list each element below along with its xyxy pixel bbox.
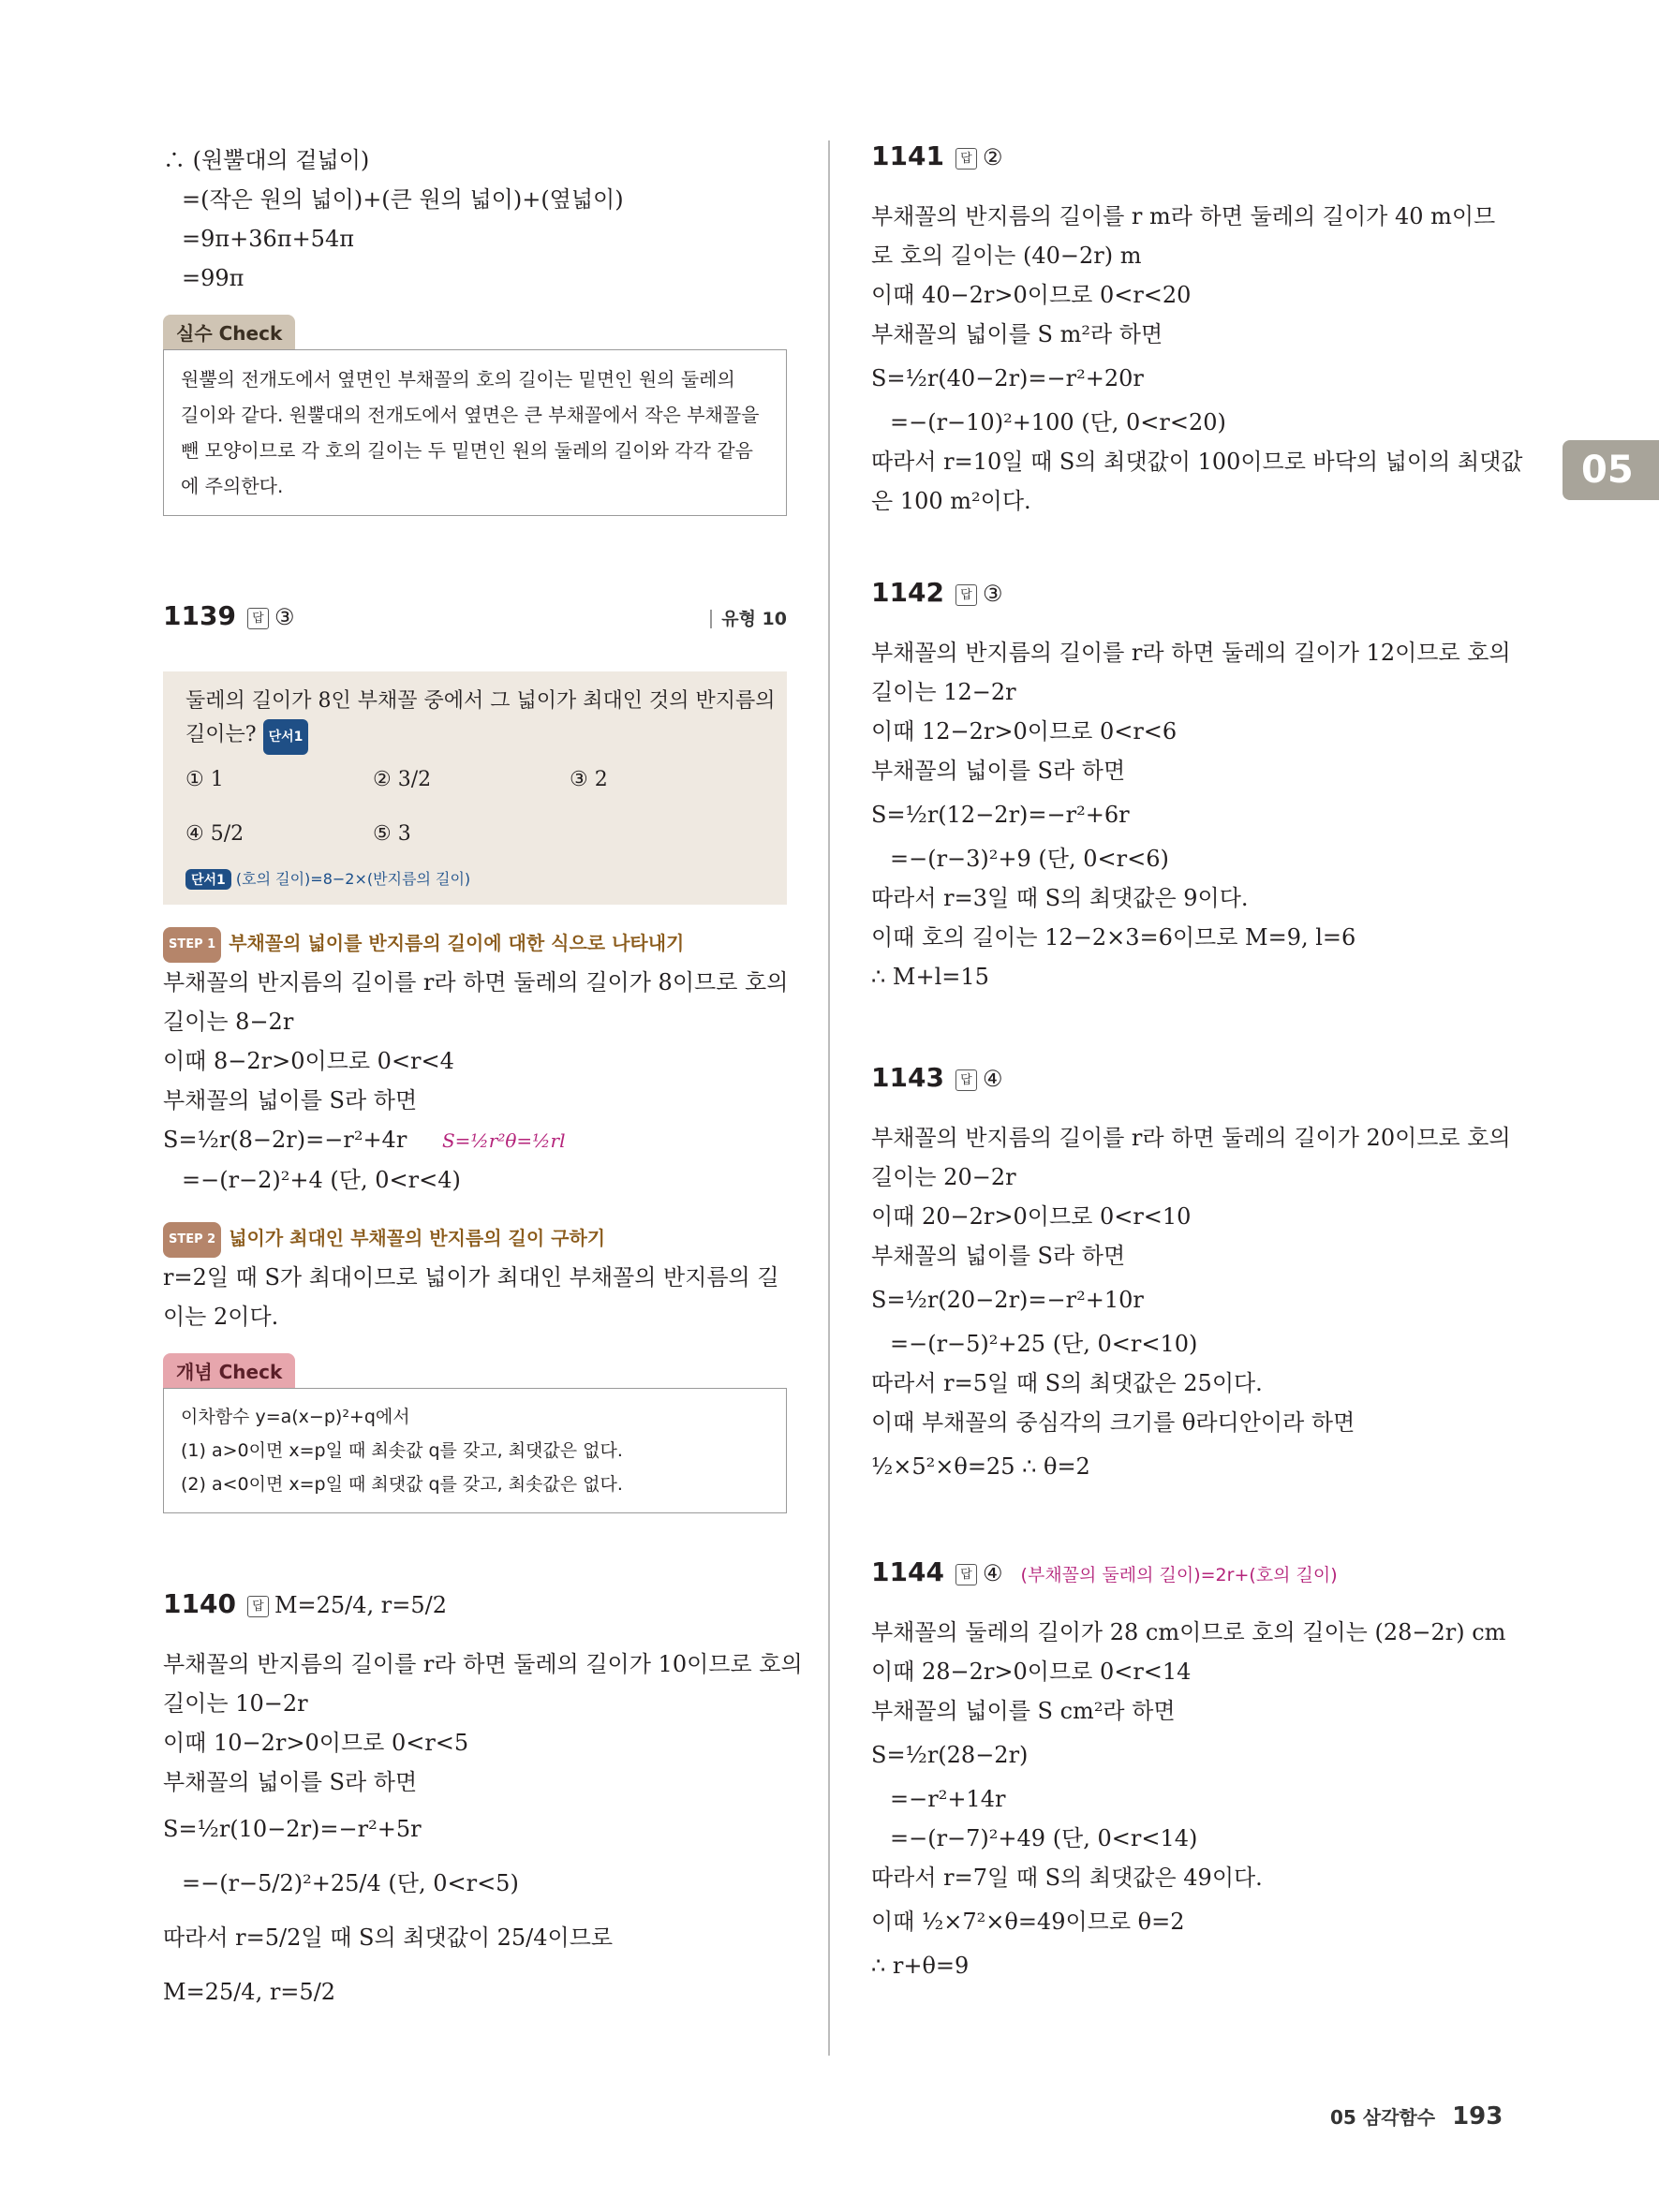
text-line: =9π+36π+54π: [182, 226, 354, 252]
problem-header-1141: [871, 140, 1495, 197]
text-line: 따라서 r=10일 때 S의 최댓값이 100이므로 바닥의 넓이의 최댓값: [871, 449, 1523, 475]
text-line: 길이는 8−2r: [163, 1009, 294, 1035]
text-line: 길이는 10−2r: [163, 1690, 308, 1717]
choice: ① 1: [185, 768, 224, 791]
text-line: 원뿔의 전개도에서 옆면인 부채꼴의 호의 길이는 밑면인 원의 둘레의: [181, 368, 735, 391]
text-line: 부채꼴의 넓이를 S라 하면: [163, 1769, 418, 1795]
answer-value: ②: [982, 144, 1003, 170]
text-line: (1) a>0이면 x=p일 때 최솟값 q를 갖고, 최댓값은 없다.: [181, 1440, 623, 1461]
text-line: M=25/4, r=5/2: [163, 1979, 336, 2005]
text-line: ∴ M+l=15: [871, 964, 989, 990]
text-line: 부채꼴의 반지름의 길이를 r라 하면 둘레의 길이가 12이므로 호의: [871, 640, 1511, 666]
text-line: 따라서 r=5/2일 때 S의 최댓값이 25/4이므로: [163, 1924, 614, 1951]
hint-badge: 단서1: [185, 869, 231, 890]
silsu-check-tab: 실수 Check: [163, 315, 295, 349]
step-title: 넓이가 최대인 부채꼴의 반지름의 길이 구하기: [229, 1227, 606, 1249]
text-line: 부채꼴의 반지름의 길이를 r m라 하면 둘레의 길이가 40 m이므: [871, 203, 1496, 229]
answer-value: ③: [982, 581, 1003, 607]
answer-value: ③: [274, 604, 295, 630]
text-line: 따라서 r=5일 때 S의 최댓값은 25이다.: [871, 1370, 1263, 1396]
text-line: 이때 28−2r>0이므로 0<r<14: [871, 1659, 1192, 1685]
text-line: =−(r−10)²+100 (단, 0<r<20): [890, 409, 1226, 435]
answer-icon: 답: [247, 608, 269, 629]
text-line: 이는 2이다.: [163, 1304, 279, 1330]
text-line: 부채꼴의 넓이를 S라 하면: [871, 1243, 1126, 1269]
problem-text: 둘레의 길이가 8인 부채꼴 중에서 그 넓이가 최대인 것의 반지름의: [185, 689, 776, 713]
concept-check-body: [163, 1388, 787, 1513]
text-line: ∴ r+θ=9: [871, 1953, 970, 1979]
page-number: 193: [1452, 2102, 1503, 2131]
answer-icon: 답: [955, 584, 977, 606]
problem-number: 1139: [163, 600, 236, 631]
text-line: 뺀 모양이므로 각 호의 길이는 두 밑면인 원의 둘레의 길이와 각각 같음: [181, 439, 753, 462]
right-column: [871, 140, 1523, 1985]
text-line: S=½r(12−2r)=−r²+6r: [871, 802, 1130, 828]
problem-header-1139: [163, 600, 787, 656]
text-line: 부채꼴의 둘레의 길이가 28 cm이므로 호의 길이는 (28−2r) cm: [871, 1619, 1506, 1645]
answer-icon: 답: [247, 1596, 269, 1617]
problem-number: 1142: [871, 577, 944, 608]
choice: ③ 2: [570, 768, 608, 791]
step-badge: STEP 2: [163, 1222, 221, 1258]
problem-text: [185, 718, 764, 755]
problem-box: [163, 671, 787, 905]
text-line: =−(r−2)²+4 (단, 0<r<4): [182, 1167, 461, 1193]
answer-icon: 답: [955, 148, 977, 170]
text-line: =−(r−5)²+25 (단, 0<r<10): [890, 1331, 1198, 1357]
text-line: 은 100 m²이다.: [871, 488, 1031, 514]
text-line: 부채꼴의 반지름의 길이를 r라 하면 둘레의 길이가 8이므로 호의: [163, 969, 789, 995]
text-line: ½×5²×θ=25 ∴ θ=2: [871, 1453, 1090, 1480]
step-heading: [163, 927, 787, 963]
problem-number: 1140: [163, 1588, 236, 1619]
silsu-check-box: [163, 315, 787, 516]
text-line: 따라서 r=7일 때 S의 최댓값은 49이다.: [871, 1865, 1263, 1891]
hint-line: [185, 867, 764, 890]
column-divider: [828, 140, 830, 2056]
text-line: ∴ (원뿔대의 겉넓이): [163, 147, 370, 173]
text-line: 길이는 20−2r: [871, 1164, 1016, 1190]
problem-number: 1143: [871, 1062, 944, 1093]
text-line: 부채꼴의 반지름의 길이를 r라 하면 둘레의 길이가 20이므로 호의: [871, 1125, 1511, 1151]
text-line: 부채꼴의 반지름의 길이를 r라 하면 둘레의 길이가 10이므로 호의: [163, 1651, 803, 1677]
text-line: 따라서 r=3일 때 S의 최댓값은 9이다.: [871, 885, 1249, 911]
answer-icon: 답: [955, 1564, 977, 1585]
text-line: =99π: [182, 265, 244, 291]
text-line: 이때 ½×7²×θ=49이므로 θ=2: [871, 1909, 1185, 1935]
text-line: S=½r(20−2r)=−r²+10r: [871, 1287, 1144, 1313]
concept-check-box: [163, 1353, 787, 1513]
text-line: S=½r(40−2r)=−r²+20r: [871, 365, 1144, 391]
formula-note: (부채꼴의 둘레의 길이)=2r+(호의 길이): [1020, 1565, 1338, 1585]
choice: ② 3/2: [373, 768, 432, 791]
text-line: 이때 부채꼴의 중심각의 크기를 θ라디안이라 하면: [871, 1409, 1355, 1436]
text-line: 이때 8−2r>0이므로 0<r<4: [163, 1048, 454, 1074]
text-line: 이때 40−2r>0이므로 0<r<20: [871, 282, 1192, 308]
problem-header-1144: [871, 1556, 1495, 1613]
text-line: =−(r−5/2)²+25/4 (단, 0<r<5): [182, 1870, 519, 1896]
problem-header-1143: [871, 1062, 1495, 1118]
text-line: 이때 12−2r>0이므로 0<r<6: [871, 718, 1178, 745]
problem-header-1142: [871, 577, 1495, 633]
text-line: 이때 20−2r>0이므로 0<r<10: [871, 1203, 1192, 1230]
silsu-check-body: [163, 349, 787, 516]
choices-row: [185, 809, 764, 863]
page-footer: [1330, 2102, 1503, 2131]
answer-value: ④: [982, 1560, 1003, 1586]
problem-number: 1141: [871, 140, 944, 171]
type-label: 유형 10: [710, 610, 787, 628]
step-title: 부채꼴의 넓이를 반지름의 길이에 대한 식으로 나타내기: [229, 932, 685, 954]
text-line: 이때 호의 길이는 12−2×3=6이므로 M=9, l=6: [871, 924, 1356, 951]
formula: S=½r(8−2r)=−r²+4r: [163, 1127, 407, 1153]
concept-check-tab: 개념 Check: [163, 1353, 295, 1388]
text-line: S=½r(10−2r)=−r²+5r: [163, 1816, 422, 1842]
step-badge: STEP 1: [163, 927, 221, 963]
text-line: S=½r(28−2r): [871, 1742, 1029, 1768]
text-line: 이때 10−2r>0이므로 0<r<5: [163, 1730, 469, 1756]
choices-row: [185, 755, 764, 809]
choice: ④ 5/2: [185, 822, 244, 846]
text-line: 로 호의 길이는 (40−2r) m: [871, 243, 1142, 269]
text-line: =(작은 원의 넓이)+(큰 원의 넓이)+(옆넓이): [182, 186, 624, 213]
text-line: (2) a<0이면 x=p일 때 최댓값 q를 갖고, 최솟값은 없다.: [181, 1474, 623, 1495]
text-line: 길이는 12−2r: [871, 679, 1016, 705]
answer-value: M=25/4, r=5/2: [274, 1592, 447, 1618]
problem-text-part: 길이는?: [185, 723, 257, 746]
text-line: =−r²+14r: [890, 1786, 1006, 1812]
text-line: =−(r−7)²+49 (단, 0<r<14): [890, 1825, 1198, 1851]
problem-header-1140: [163, 1588, 787, 1644]
text-line: =−(r−3)²+9 (단, 0<r<6): [890, 846, 1169, 872]
footer-chapter: 05 삼각함수: [1330, 2106, 1436, 2129]
step-heading: [163, 1222, 787, 1258]
formula-note: S=½r²θ=½rl: [441, 1129, 566, 1152]
answer-icon: 답: [955, 1069, 977, 1091]
text-line: [163, 1120, 787, 1160]
problem-number: 1144: [871, 1556, 944, 1587]
text-line: 부채꼴의 넓이를 S라 하면: [163, 1087, 418, 1113]
hint-badge: 단서1: [263, 719, 309, 755]
left-column: [163, 140, 803, 2019]
text-line: 에 주의한다.: [181, 475, 284, 497]
answer-value: ④: [982, 1066, 1003, 1092]
hint-text: (호의 길이)=8−2×(반지름의 길이): [235, 870, 471, 888]
choice: ⑤ 3: [373, 822, 411, 846]
chapter-tab: 05: [1563, 440, 1659, 500]
text-line: 부채꼴의 넓이를 S m²라 하면: [871, 321, 1163, 347]
text-line: r=2일 때 S가 최대이므로 넓이가 최대인 부채꼴의 반지름의 길: [163, 1264, 779, 1290]
text-line: 이차함수 y=a(x−p)²+q에서: [181, 1407, 410, 1427]
text-line: 길이와 같다. 원뿔대의 전개도에서 옆면은 큰 부채꼴에서 작은 부채꼴을: [181, 404, 760, 426]
text-line: 부채꼴의 넓이를 S라 하면: [871, 758, 1126, 784]
text-line: 부채꼴의 넓이를 S cm²라 하면: [871, 1698, 1176, 1724]
